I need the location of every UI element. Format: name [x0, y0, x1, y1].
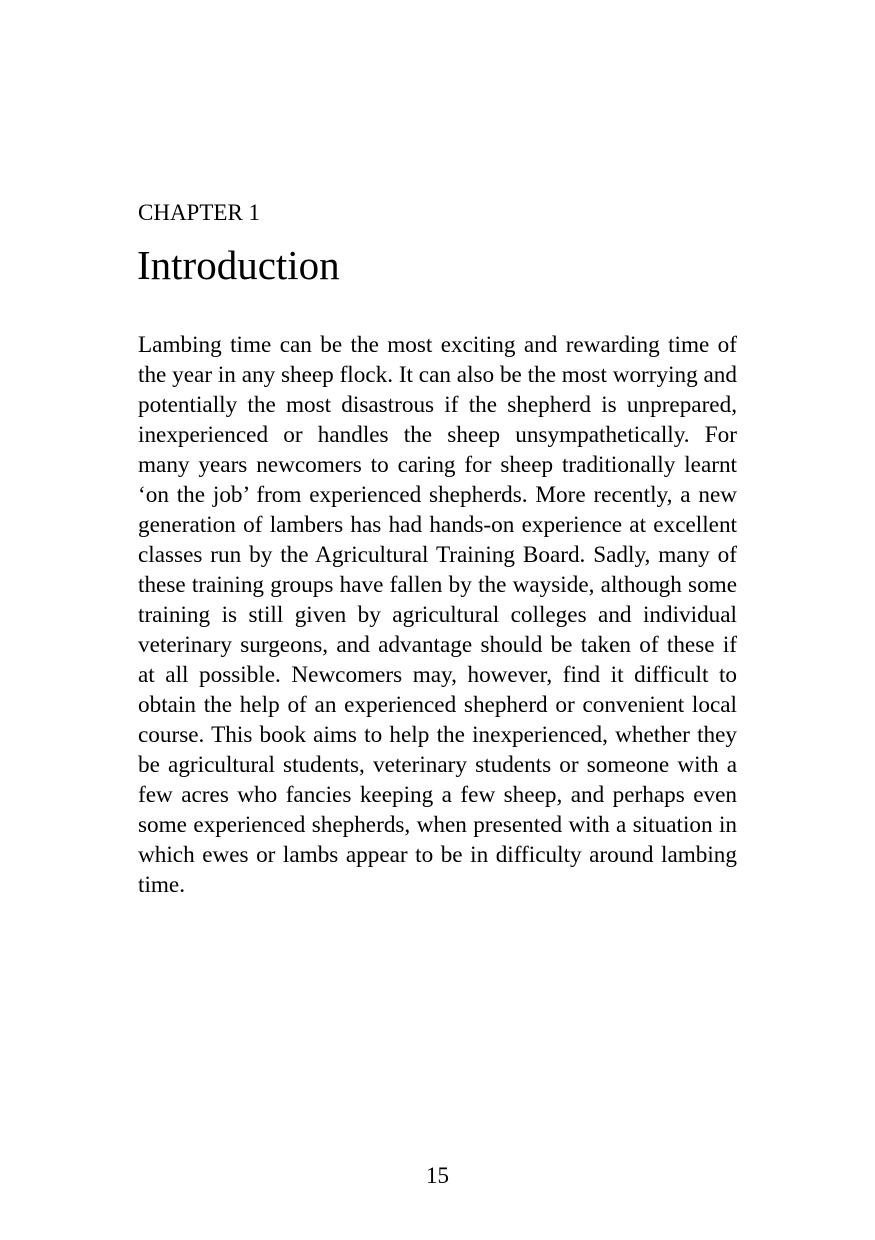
page-number: 15 [426, 1163, 449, 1188]
chapter-label: CHAPTER 1 [138, 200, 261, 225]
body-paragraph: Lambing time can be the most exciting and rewarding time of the year in any sheep flock. It can also be the most worrying and potentially the most disastrous if the shepherd is unprepared, inexperienced or handles the sheep unsympathetically. For many years newcomers to caring for sheep traditionally learnt ‘on the job’ from experienced shepherds. More recently, a new generation of lambers has had hands-on experience at excellent classes run by the Agricultural Training Board. Sadly, many of these training groups have fallen by the wayside, although some training is still given by agricultural colleges and individual veterinary surgeons, and advantage should be taken of these if at all possible. Newcomers may, however, find it difficult to obtain the help of an experienced shepherd or convenient local course. This book aims to help the inexperienced, whether they be agricultural students, veterinary students or someone with a few acres who fancies keeping a few sheep, and perhaps even some experienced shepherds, when presented with a situation in which ewes or lambs appear to be in difficulty around lambing time. [138, 332, 737, 898]
chapter-title: Introduction [137, 242, 340, 288]
